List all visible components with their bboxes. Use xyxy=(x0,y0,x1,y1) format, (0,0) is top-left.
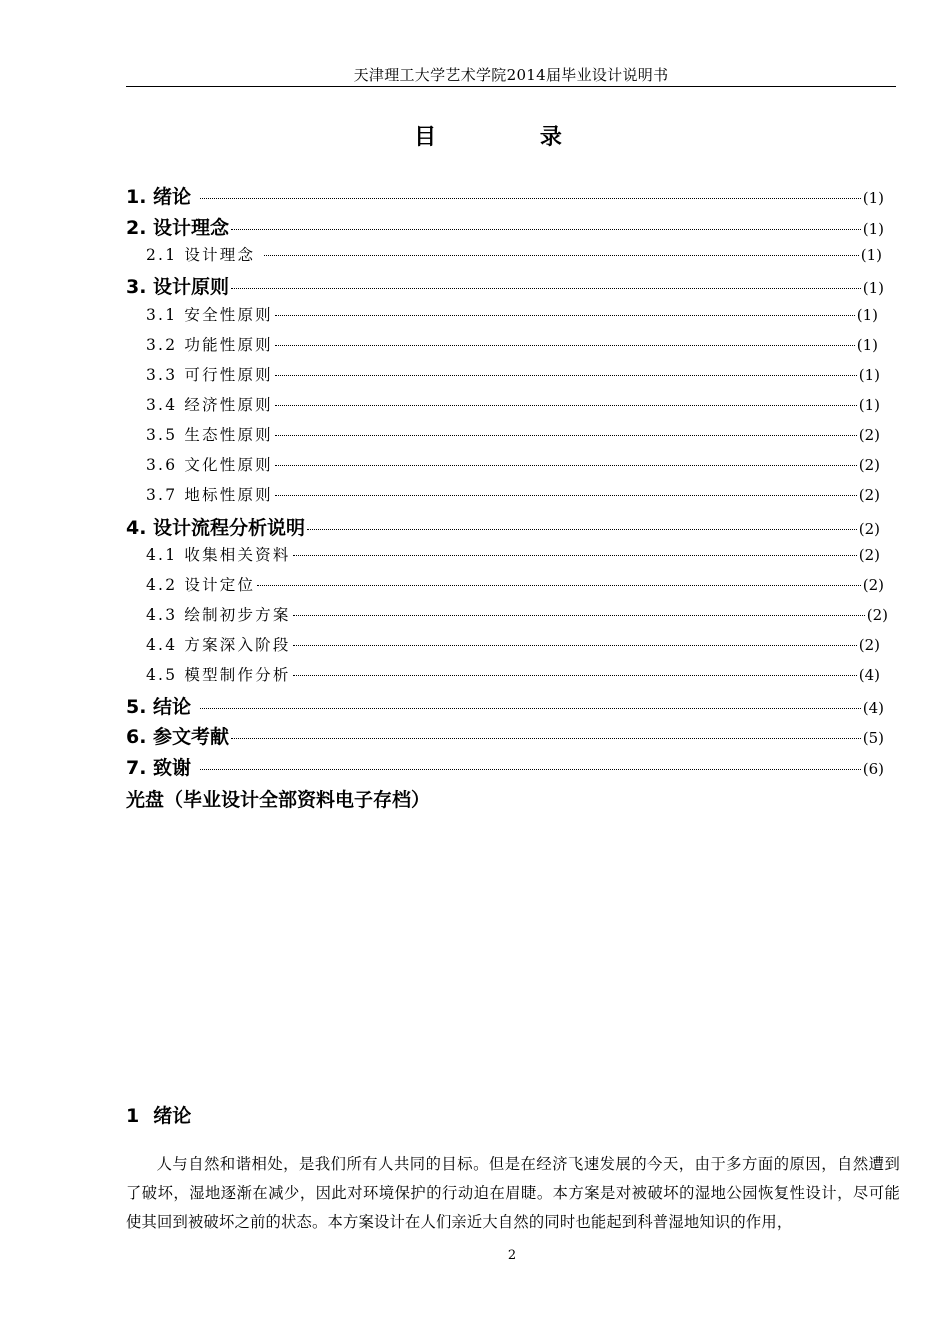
toc-entry-page: (1) xyxy=(858,396,880,414)
toc-entry[interactable] xyxy=(146,633,880,661)
toc-entry-page: (2) xyxy=(858,636,880,654)
toc-entry-label: 3. 设计原则 xyxy=(126,276,230,298)
toc-entry-page: (4) xyxy=(862,699,884,717)
toc-leader-dots xyxy=(307,528,857,530)
section-title: 绪论 xyxy=(153,1105,192,1127)
toc-entry-label: 4.4 方案深入阶段 xyxy=(146,636,291,654)
toc-entry[interactable] xyxy=(126,272,884,300)
body-paragraph: 人与自然和谐相处，是我们所有人共同的目标。但是在经济飞速发展的今天，由于多方面的原因，自然遭到了破坏，湿地逐渐在减少，因此对环境保护的行动迫在眉睫。本方案是对被破坏的湿地公园恢复性设计，尽可能使其回到被破坏之前的状态。本方案设计在人们亲近大自然的同时也能起到科普湿地知识的作用， xyxy=(126,1155,900,1231)
toc-leader-dots xyxy=(257,584,861,586)
toc-entry-label: 2.1 设计理念 xyxy=(146,246,263,264)
toc-entry-label: 7. 致谢 xyxy=(126,757,198,779)
toc-entry[interactable] xyxy=(146,573,884,601)
toc-entry[interactable] xyxy=(146,483,880,511)
toc-entry[interactable] xyxy=(126,182,884,210)
toc-entry-label: 6. 参文考献 xyxy=(126,726,230,748)
toc-entry[interactable] xyxy=(146,423,880,451)
toc-leader-dots xyxy=(275,374,857,376)
toc-entry[interactable] xyxy=(126,213,884,241)
toc-leader-dots xyxy=(200,707,861,709)
toc-entry-label: 1. 绪论 xyxy=(126,186,198,208)
toc-entry-page: (1) xyxy=(858,366,880,384)
toc-leader-dots xyxy=(275,314,855,316)
toc-entry-page: (2) xyxy=(858,520,880,538)
toc-leader-dots xyxy=(275,344,855,346)
toc-entry-label: 5. 结论 xyxy=(126,696,198,718)
toc-entry-label: 3.7 地标性原则 xyxy=(146,486,273,504)
toc-leader-dots xyxy=(293,644,857,646)
toc-entry-page: (2) xyxy=(858,426,880,444)
page-number: 2 xyxy=(507,1248,517,1263)
toc-entry[interactable] xyxy=(146,453,880,481)
toc-entry[interactable] xyxy=(146,243,882,271)
toc-entry-page: (1) xyxy=(862,220,884,238)
section-heading xyxy=(126,1101,191,1128)
header-rule xyxy=(126,86,896,87)
toc-leader-dots xyxy=(264,254,858,256)
toc-leader-dots xyxy=(275,434,857,436)
toc-entry-label: 4.5 模型制作分析 xyxy=(146,666,291,684)
section-number: 1 xyxy=(126,1105,140,1127)
toc-entry-label: 4.2 设计定位 xyxy=(146,576,256,594)
toc-entry-label: 3.1 安全性原则 xyxy=(146,306,273,324)
toc-leader-dots xyxy=(275,494,857,496)
toc-entry[interactable] xyxy=(146,333,878,361)
disc-archive-line: 光盘（毕业设计全部资料电子存档） xyxy=(126,789,431,811)
toc-entry[interactable] xyxy=(146,303,878,331)
toc-entry-label: 3.3 可行性原则 xyxy=(146,366,273,384)
toc-entry[interactable] xyxy=(146,603,888,631)
toc-entry[interactable] xyxy=(146,393,880,421)
toc-entry-page: (1) xyxy=(862,189,884,207)
toc-entry-page: (2) xyxy=(858,486,880,504)
toc-leader-dots xyxy=(293,674,857,676)
toc-entry-page: (1) xyxy=(856,336,878,354)
toc-leader-dots xyxy=(275,464,857,466)
toc-leader-dots xyxy=(200,768,861,770)
toc-entry-page: (2) xyxy=(858,456,880,474)
toc-entry[interactable] xyxy=(126,753,884,781)
toc-leader-dots xyxy=(200,197,861,199)
toc-entry-label: 4.1 收集相关资料 xyxy=(146,546,291,564)
toc-entry-page: (5) xyxy=(862,729,884,747)
running-header: 天津理工大学艺术学院2014届毕业设计说明书 xyxy=(353,66,669,84)
toc-leader-dots xyxy=(231,287,861,289)
toc-leader-dots xyxy=(293,614,865,616)
toc-entry-label: 2. 设计理念 xyxy=(126,217,230,239)
toc-entry-page: (2) xyxy=(862,576,884,594)
toc-leader-dots xyxy=(293,554,857,556)
toc-entry-label: 3.5 生态性原则 xyxy=(146,426,273,444)
toc-entry[interactable] xyxy=(126,692,884,720)
toc-title: 目 录 xyxy=(414,125,610,150)
toc-entry[interactable] xyxy=(126,513,880,541)
toc-entry-label: 4. 设计流程分析说明 xyxy=(126,517,306,539)
toc-leader-dots xyxy=(231,228,861,230)
toc-entry[interactable] xyxy=(146,663,880,691)
toc-entry[interactable] xyxy=(146,363,880,391)
toc-entry-page: (1) xyxy=(860,246,882,264)
toc-entry[interactable] xyxy=(126,722,884,750)
toc-entry-page: (1) xyxy=(862,279,884,297)
toc-entry-label: 3.2 功能性原则 xyxy=(146,336,273,354)
toc-entry[interactable] xyxy=(146,543,880,571)
toc-entry-page: (2) xyxy=(858,546,880,564)
toc-leader-dots xyxy=(231,737,861,739)
toc-entry-label: 3.4 经济性原则 xyxy=(146,396,273,414)
toc-leader-dots xyxy=(275,404,857,406)
toc-entry-page: (6) xyxy=(862,760,884,778)
toc-entry-page: (1) xyxy=(856,306,878,324)
toc-entry-label: 4.3 绘制初步方案 xyxy=(146,606,291,624)
toc-entry-page: (2) xyxy=(866,606,888,624)
toc-entry-page: (4) xyxy=(858,666,880,684)
toc-entry-label: 3.6 文化性原则 xyxy=(146,456,273,474)
